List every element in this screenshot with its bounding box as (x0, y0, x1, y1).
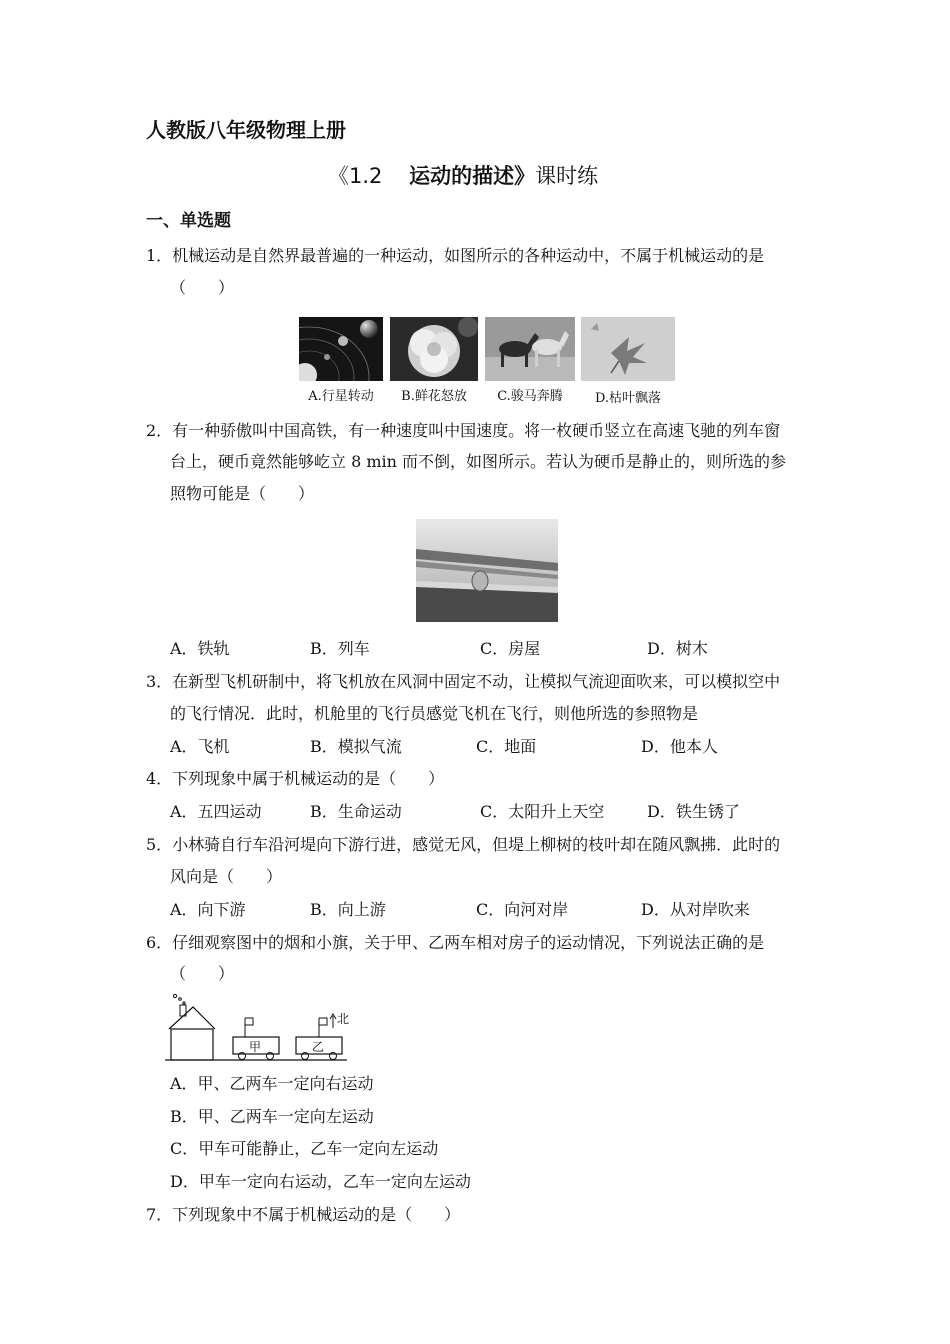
planets-image (299, 317, 383, 381)
q2-option-c: C．房屋 (480, 639, 541, 658)
q1-line2: （ ） (170, 278, 235, 297)
caption-a: A.行星转动 (308, 389, 374, 404)
q6-line1: 6．仔细观察图中的烟和小旗，关于甲、乙两车相对房子的运动情况，下列说法正确的是 (146, 933, 765, 952)
q5-option-a: A．向下游 (170, 900, 246, 919)
q4-option-a: A．五四运动 (170, 802, 262, 821)
q3-line1: 3．在新型飞机研制中，将飞机放在风洞中固定不动，让模拟气流迎面吹来，可以模拟空中 (146, 672, 781, 691)
q6-option-d: D．甲车一定向右运动，乙车一定向左运动 (170, 1172, 471, 1191)
q5-line2: 风向是（ ） (170, 867, 283, 886)
q2-option-b: B．列车 (310, 639, 370, 658)
subtitle-bold: 运动的描述》 (409, 164, 536, 188)
q4-option-c: C．太阳升上天空 (480, 802, 605, 821)
q6-option-b: B．甲、乙两车一定向左运动 (170, 1107, 374, 1126)
subtitle-suffix: 课时练 (535, 164, 599, 188)
car-jia-label: 甲 (249, 1040, 262, 1054)
flower-image (390, 317, 478, 381)
q6-option-c: C．甲车可能静止，乙车一定向左运动 (170, 1139, 439, 1158)
q2-option-a: A．铁轨 (170, 639, 230, 658)
leaf-image (581, 317, 675, 381)
q2-option-d: D．树木 (647, 639, 708, 658)
subtitle-prefix: 《1.2 (328, 164, 383, 188)
caption-c: C.骏马奔腾 (497, 389, 563, 404)
q6-line2: （ ） (170, 964, 235, 983)
q5-option-c: C．向河对岸 (476, 900, 569, 919)
north-label: 北 (337, 1012, 350, 1026)
q5-line1: 5．小林骑自行车沿河堤向下游行进，感觉无风，但堤上柳树的枝叶却在随风飘拂．此时的 (146, 835, 781, 854)
q3-option-d: D．他本人 (641, 737, 718, 756)
q3-option-c: C．地面 (476, 737, 537, 756)
caption-b: B.鲜花怒放 (401, 389, 467, 404)
q2-line2: 台上，硬币竟然能够屹立 8 min 而不倒，如图所示。若认为硬币是静止的，则所选的参 (170, 452, 787, 471)
q3-line2: 的飞行情况．此时，机舱里的飞行员感觉飞机在飞行，则他所选的参照物是 (170, 704, 699, 723)
q5-option-b: B．向上游 (310, 900, 386, 919)
document-title: 人教版八年级物理上册 (146, 118, 346, 142)
document-subtitle (328, 166, 598, 186)
q1-line1: 1．机械运动是自然界最普遍的一种运动，如图所示的各种运动中，不属于机械运动的是 (146, 246, 765, 265)
horses-image (485, 317, 575, 381)
q3-option-b: B．模拟气流 (310, 737, 402, 756)
coin-train-image (416, 519, 558, 622)
car-yi-label: 乙 (312, 1040, 325, 1054)
section-title: 一、单选题 (146, 211, 231, 231)
q6-option-a: A．甲、乙两车一定向右运动 (170, 1074, 374, 1093)
q4-line1: 4．下列现象中属于机械运动的是（ ） (146, 769, 445, 788)
q5-option-d: D．从对岸吹来 (641, 900, 750, 919)
q6-figure (165, 992, 355, 1064)
q2-line1: 2．有一种骄傲叫中国高铁，有一种速度叫中国速度。将一枚硬币竖立在高速飞驰的列车窗 (146, 421, 781, 440)
q4-option-d: D．铁生锈了 (647, 802, 740, 821)
q4-option-b: B．生命运动 (310, 802, 402, 821)
q3-option-a: A．飞机 (170, 737, 230, 756)
q7-line1: 7．下列现象中不属于机械运动的是（ ） (146, 1205, 461, 1224)
caption-d: D.枯叶飘落 (594, 391, 662, 406)
q2-line3: 照物可能是（ ） (170, 484, 315, 503)
